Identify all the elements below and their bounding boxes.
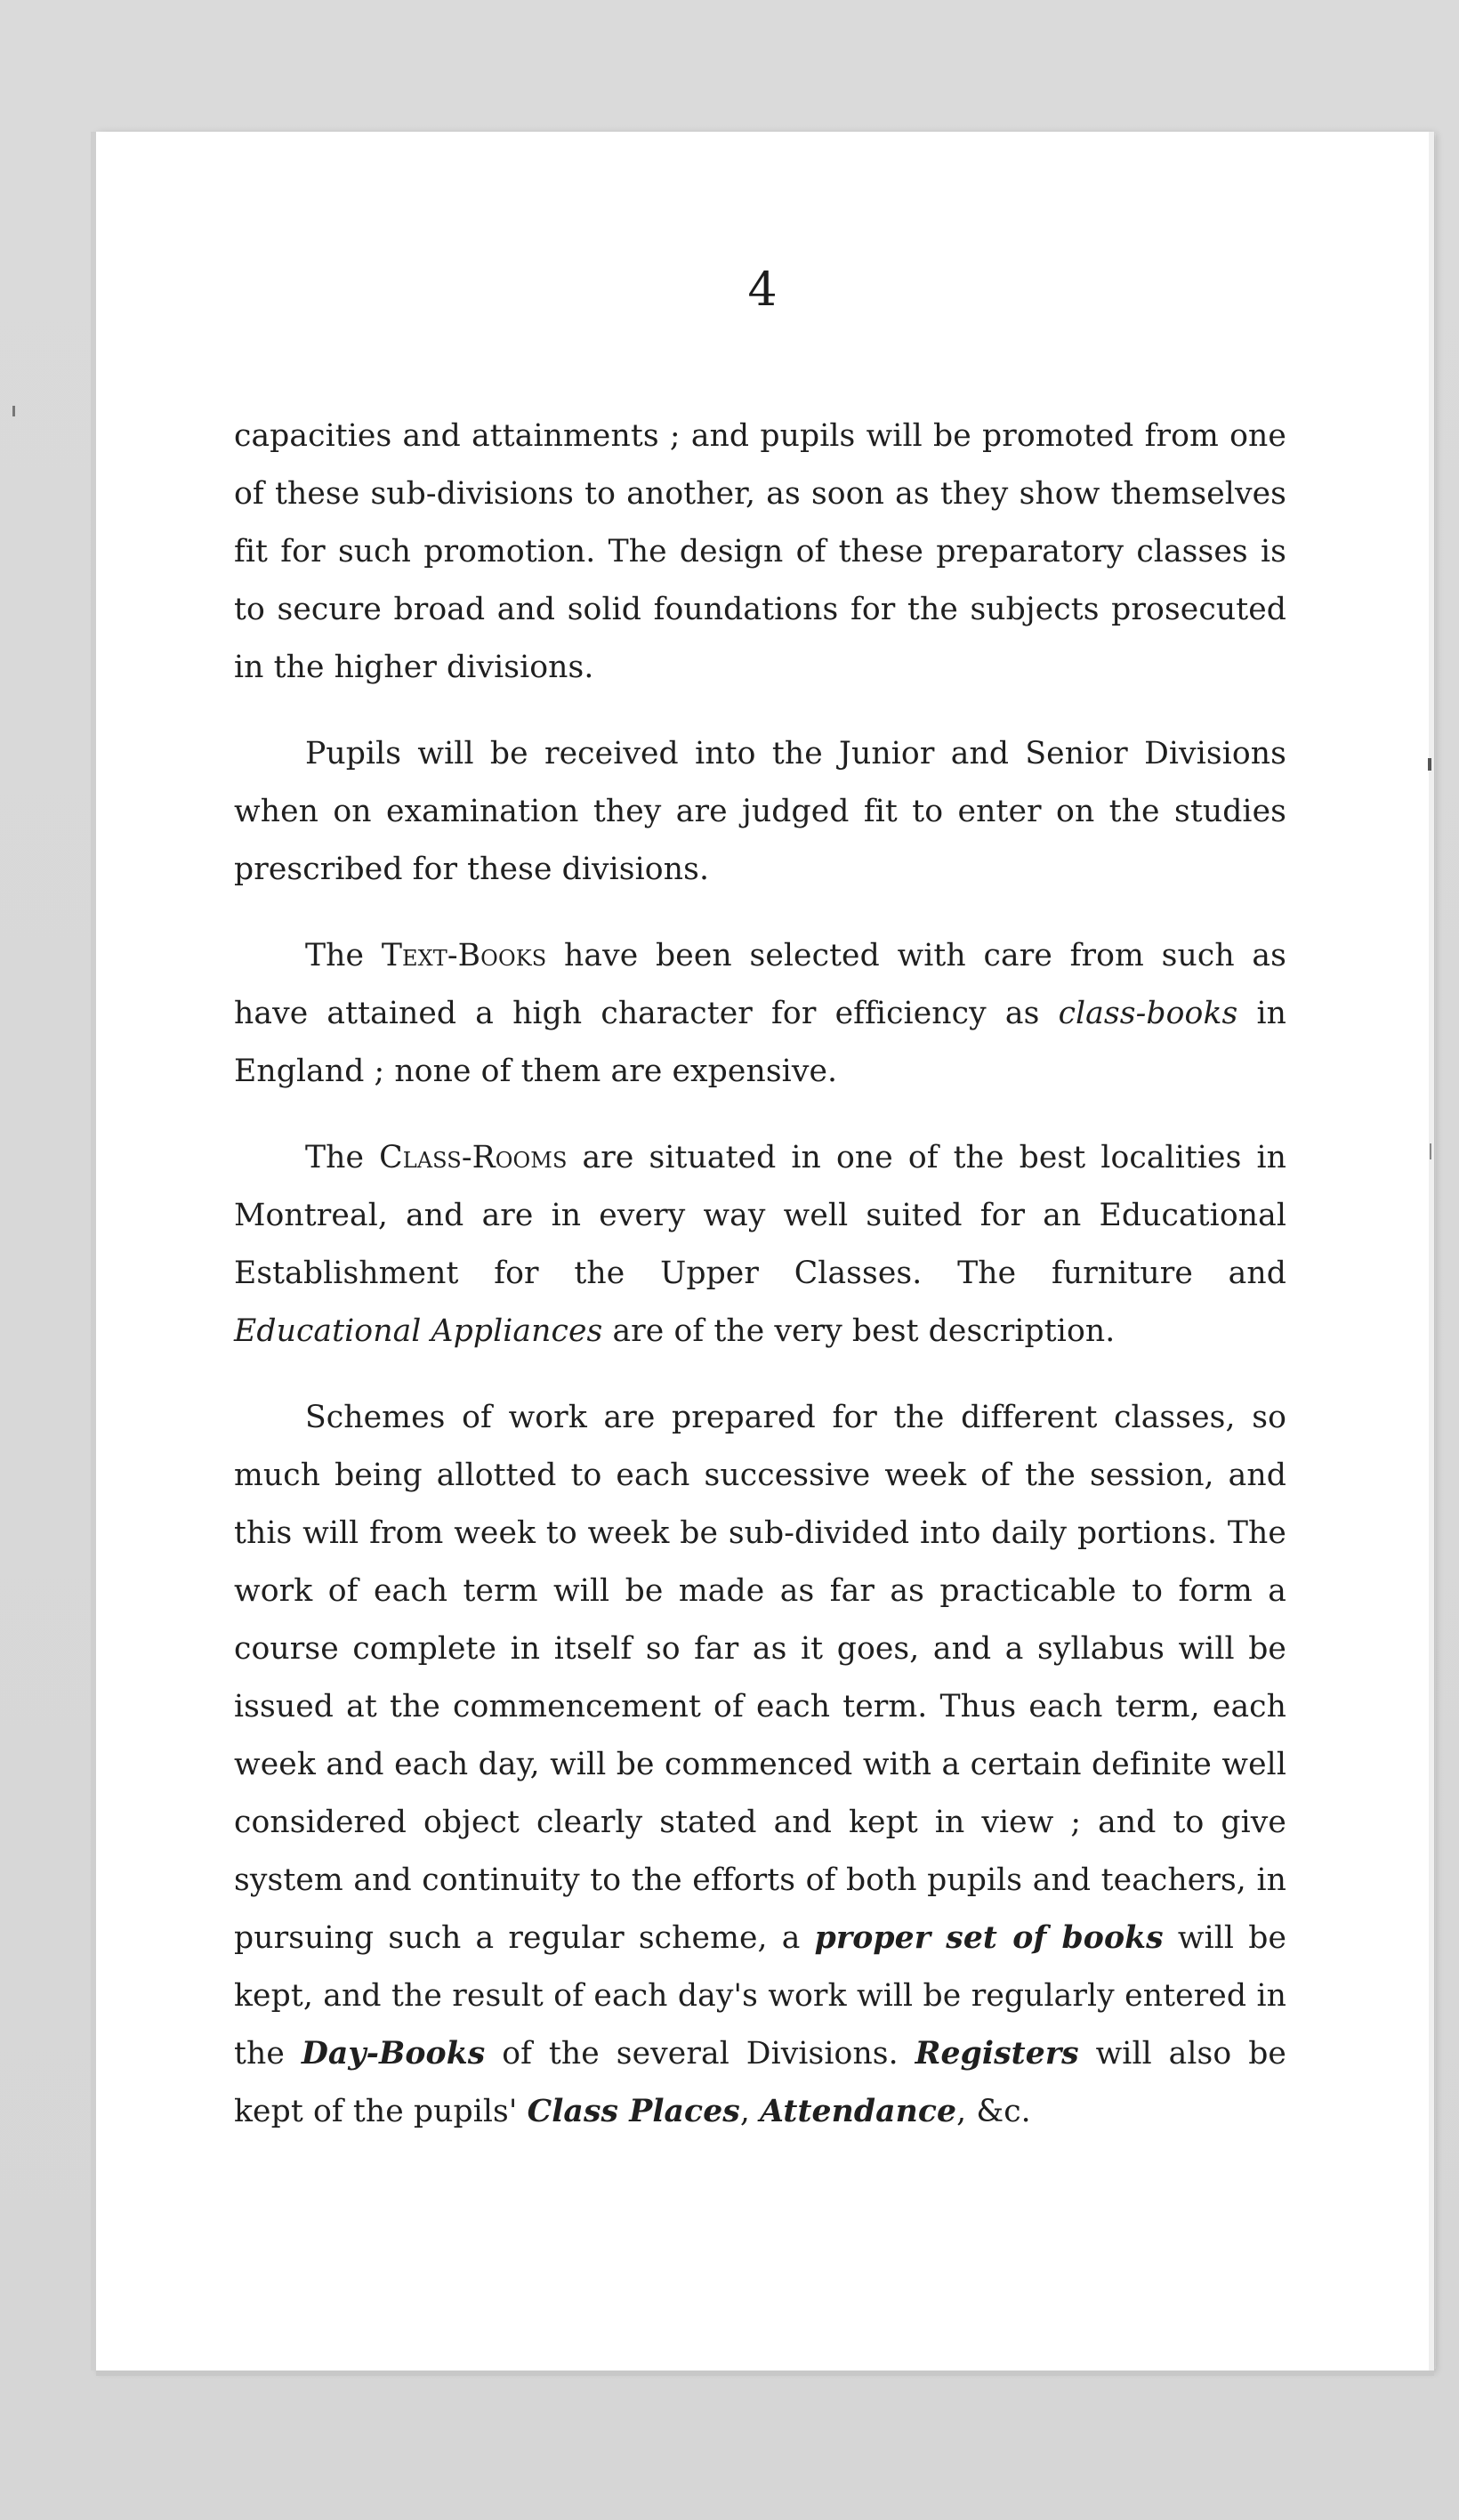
p5-attendance: Attendance [760, 2094, 957, 2129]
paragraph-4 [234, 1129, 1286, 1361]
p5-text-g: will also be kept of the pupils' [234, 2036, 1286, 2129]
p5-class-places: Class Places [527, 2094, 740, 2129]
p5-registers: Registers [915, 2036, 1079, 2072]
paragraph-3 [234, 927, 1286, 1101]
p5-text-a: Schemes of work are prepared for the different classes, so much being allotted to each successive week of the session, and this will from week to week be sub-divided into daily portions. The work of each term will be made as far as practicable to form a course complete in itself so far as it goes, and a syllabus will be issued at the commencement of each term. Thus each term, each week and each day, will be commenced with a certain definite well considered object clearly stated and kept in view ; and to give system and continuity to the efforts of both pupils and teachers, in pursuing such a regular scheme, a [234, 1400, 1286, 1956]
scan-mark [1428, 758, 1431, 771]
paragraph-2: Pupils will be received into the Junior and Senior Divisions when on examination they are judged fit to enter on the studies prescribed for these divisions. [234, 736, 1286, 887]
paragraph-5 [234, 1389, 1286, 2141]
p5-proper-set-of-books: proper set of books [814, 1920, 1164, 1956]
page [96, 132, 1434, 2371]
scan-mark [1430, 1143, 1431, 1159]
p4-educational-appliances: Educational Appliances [234, 1313, 603, 1349]
p3-text-a: The [305, 938, 382, 973]
p4-class-rooms: Class-Rooms [379, 1140, 568, 1175]
p3-text-e: in England ; none of them are expensive. [234, 996, 1287, 1089]
p4-text-c: are situated in one of the best localities in Montreal, and are in every way well suited for an Educational Establishment for the Upper Classes. The furniture and [234, 1140, 1286, 1291]
p3-text-c: have been selected with care from such as have attained a high character for efficiency as [234, 938, 1286, 1031]
p5-text-e: of the several Divisions. [485, 2036, 915, 2072]
body-text [234, 408, 1286, 2169]
p5-day-books: Day-Books [301, 2036, 486, 2072]
p4-text-e: are of the very best description. [602, 1313, 1116, 1349]
p3-class-books: class-books [1058, 996, 1238, 1031]
scan-mark [12, 406, 15, 416]
p5-text-i: , [739, 2094, 761, 2129]
p5-text-c: will be kept, and the result of each day's work will be regularly entered in the [234, 1920, 1287, 2072]
p5-text-k: , &c. [956, 2094, 1031, 2129]
p4-text-a: The [305, 1140, 380, 1175]
paragraph-1: capacities and attainments ; and pupils will be promoted from one of these sub-divisions to another, as soon as they show themselves fit for such promotion. The design of these preparatory classes is to secure broad and solid foundations for the subjects prosecuted in the higher divisions. [234, 418, 1286, 685]
page-number: 4 [747, 263, 778, 317]
p3-text-books: Text-Books [381, 938, 547, 973]
